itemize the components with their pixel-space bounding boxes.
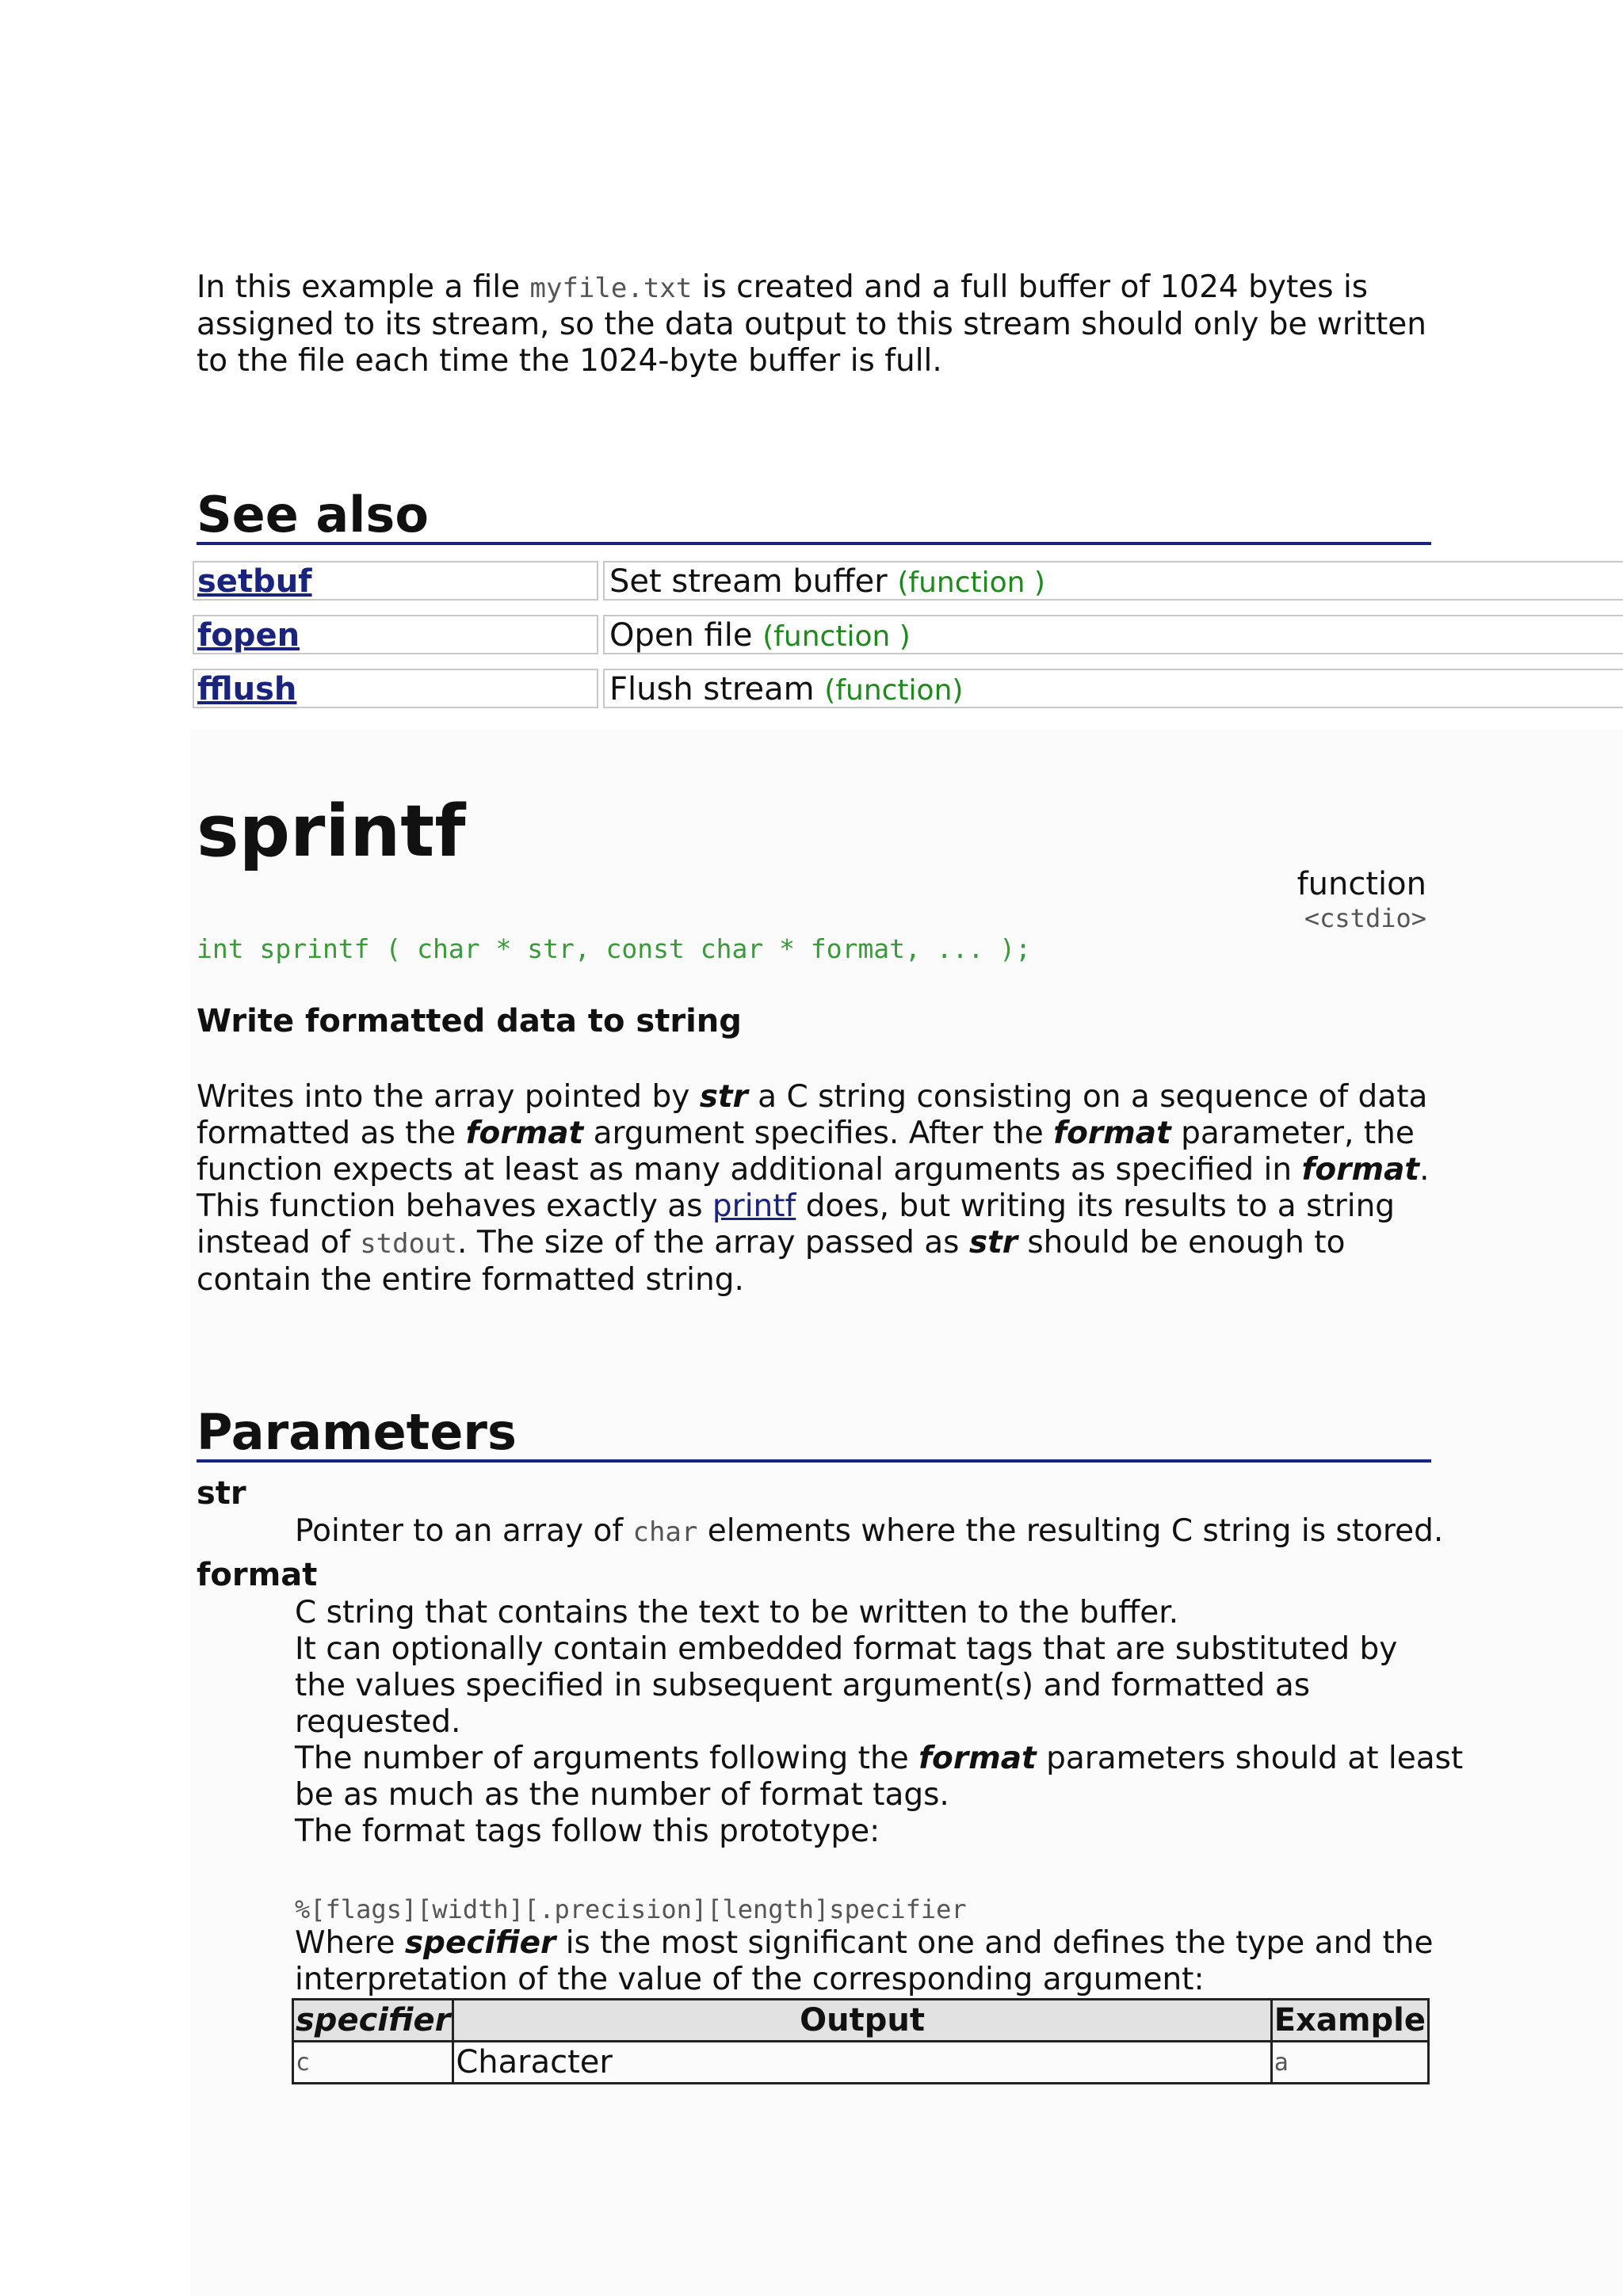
column-header-output: Output (453, 2000, 1271, 2042)
printf-link[interactable]: printf (712, 1188, 796, 1224)
intro-text: to the file each time the 1024-byte buffer is full. (197, 343, 942, 379)
intro-text: In this example a file (197, 269, 530, 305)
param-desc-format: C string that contains the text to be written to the buffer. It can optionally contain embedded format tags that are substituted by the values specified in subsequent argument(s) and formatted as requested. The number of arguments following the format parameters should at least be as much as the number of format tags. The format tags follow this prototype: (295, 1595, 1464, 1849)
specifier-ref: specifier (404, 1925, 556, 1961)
cell-specifier: c (293, 2042, 453, 2084)
column-header-example: Example (1271, 2000, 1428, 2042)
intro-text: assigned to its stream, so the data output to this stream should only be written (197, 307, 1426, 342)
specifier-table (292, 1998, 1430, 2084)
intro-text: is created and a full buffer of 1024 bytes is (692, 269, 1369, 305)
see-also-desc-cell (603, 669, 1623, 708)
param-name-format: format (197, 1557, 318, 1593)
heading-rule (197, 1459, 1431, 1463)
see-also-name-cell (193, 615, 598, 654)
see-also-link-fopen[interactable]: fopen (197, 617, 300, 654)
intro-filename-code: myfile.txt (529, 273, 693, 304)
see-also-kind: (function ) (897, 566, 1045, 599)
param-ref-format: format (465, 1116, 584, 1151)
cell-example: a (1271, 2042, 1428, 2084)
column-header-specifier: specifier (293, 2000, 453, 2042)
see-also-name-cell (193, 561, 598, 601)
param-ref-format: format (1301, 1152, 1420, 1188)
see-also-link-setbuf[interactable]: setbuf (197, 563, 312, 600)
table-header-row (293, 2000, 1429, 2042)
see-also-desc-cell (603, 615, 1623, 654)
see-also-link-fflush[interactable]: fflush (197, 671, 297, 707)
char-code: char (632, 1516, 698, 1548)
function-summary: Write formatted data to string (197, 1003, 742, 1039)
header-file-label: <cstdio> (1304, 903, 1426, 933)
description-paragraph: Writes into the array pointed by str a C string consisting on a sequence of data formatted as the format argument specifies. After the format parameter, the function expects at least as many additional arguments as specified in format. This function behaves exactly as printf does, but writing its results to a string instead of stdout. The size of the array passed as str should be enough to contain the entire formatted string. (197, 1079, 1430, 1298)
see-also-desc: Open file (609, 617, 763, 654)
see-also-desc: Flush stream (609, 671, 825, 707)
page-title: sprintf (197, 790, 466, 873)
intro-paragraph (197, 269, 1426, 379)
see-also-kind: (function) (824, 674, 964, 707)
param-ref-format: format (918, 1741, 1037, 1776)
function-prototype: int sprintf ( char * str, const char * format, ... ); (197, 933, 1031, 964)
cell-output: Character (453, 2042, 1271, 2084)
specifier-paragraph: Where specifier is the most significant one and defines the type and the interpretation of the value of the corresponding argument: (295, 1925, 1434, 1997)
table-row (293, 2042, 1429, 2084)
param-ref-str: str (699, 1079, 748, 1115)
see-also-desc: Set stream buffer (609, 563, 898, 600)
param-ref-format: format (1053, 1116, 1171, 1151)
param-name-str: str (197, 1475, 246, 1512)
see-also-desc-cell (603, 561, 1623, 601)
parameters-heading: Parameters (197, 1403, 517, 1461)
format-tag-prototype: %[flags][width][.precision][length]specifier (295, 1894, 967, 1924)
see-also-kind: (function ) (762, 620, 911, 653)
heading-rule (197, 542, 1431, 545)
param-desc-str: Pointer to an array of char elements where the resulting C string is stored. (295, 1513, 1444, 1549)
function-kind-label: function (1296, 866, 1426, 902)
stdout-code: stdout (360, 1228, 458, 1260)
param-ref-str: str (968, 1225, 1018, 1261)
see-also-name-cell (193, 669, 598, 708)
see-also-heading: See also (197, 486, 429, 543)
